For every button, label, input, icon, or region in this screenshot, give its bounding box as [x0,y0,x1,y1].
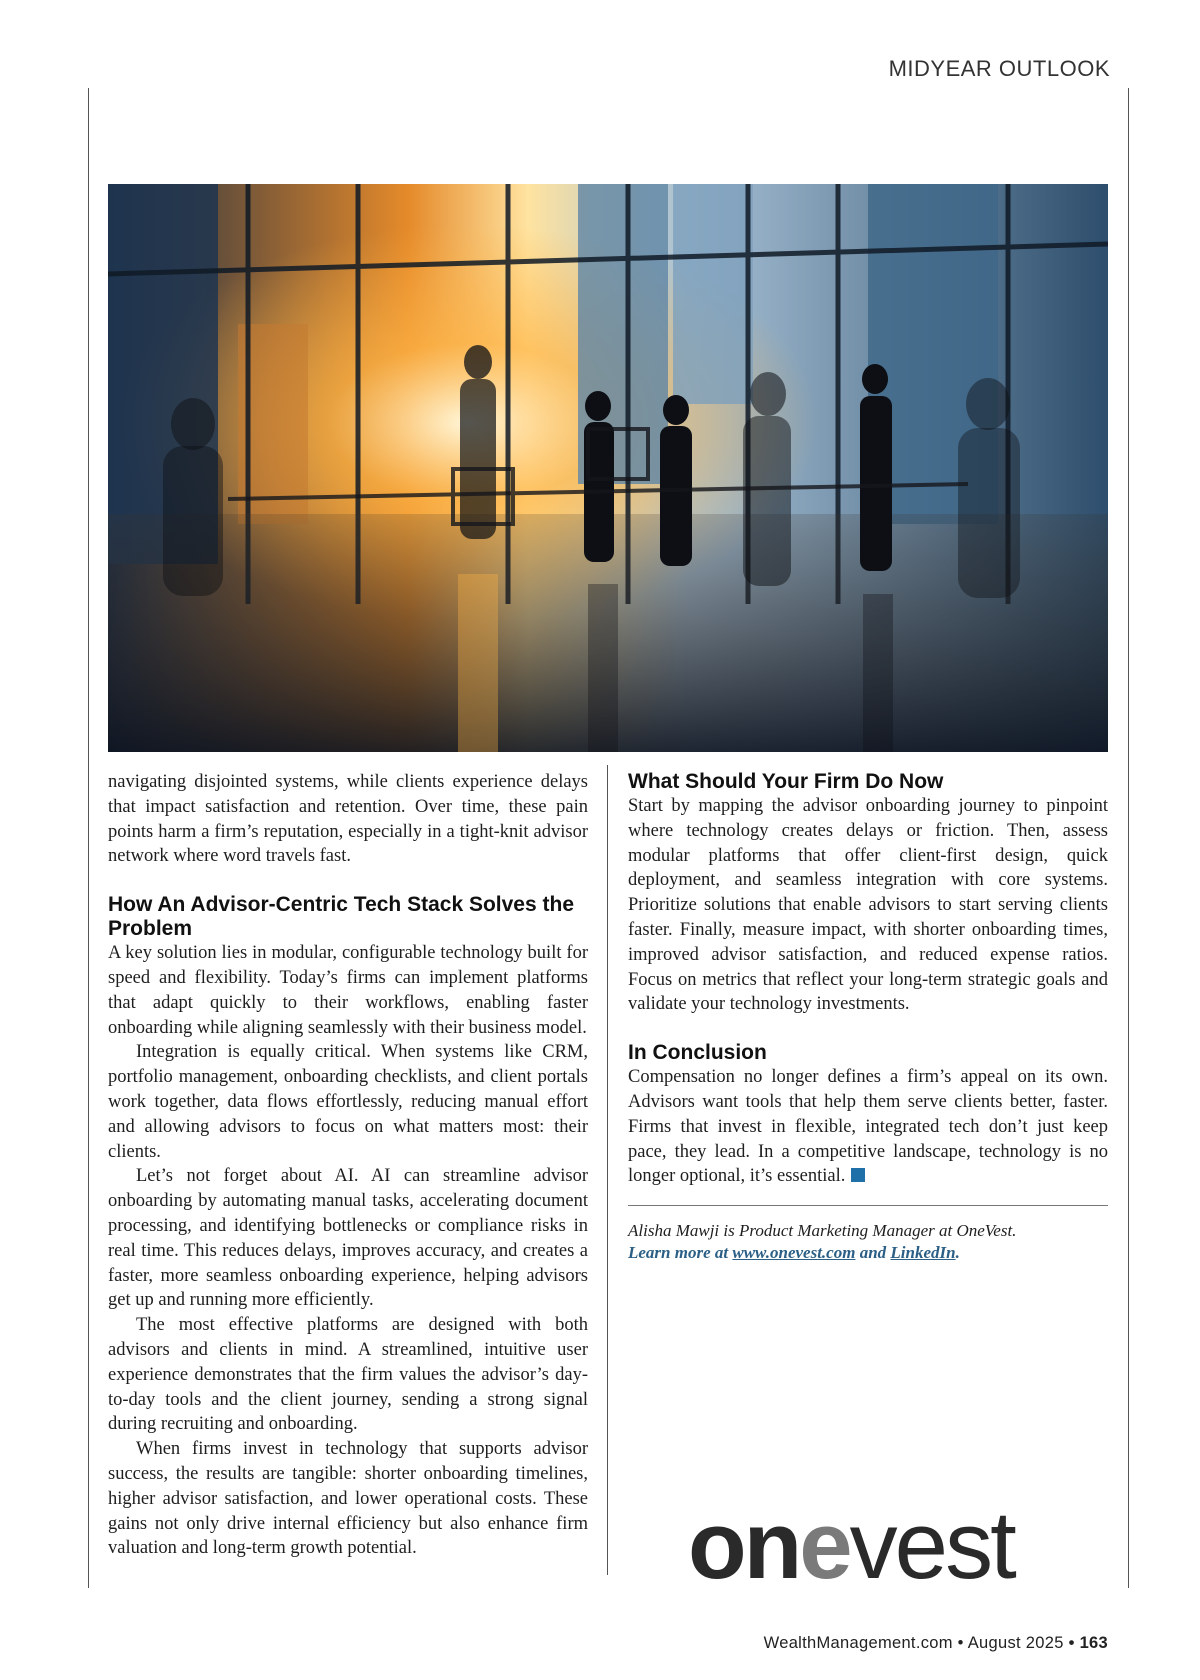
learn-suffix: . [955,1243,960,1263]
footer-separator: • [957,1634,964,1652]
author-bio: Alisha Mawji is Product Marketing Manager at OneVest. [628,1221,1017,1241]
onevest-logo-text: onevest [688,1500,1014,1590]
page-footer [764,1634,1108,1653]
footer-date: August 2025 [967,1634,1064,1652]
linkedin-link[interactable]: LinkedIn [890,1243,956,1263]
office-silhouettes-photo [108,184,1108,752]
conclusion-text: Compensation no longer defines a firm’s appeal on its own. Advisors want tools that help them serve clients better, faster. Firms that invest in flexible, integrated tech don’t just keep pace, they lead. In a competitive landscape, technology is no longer optional, it’s essential. [628,1067,1108,1187]
column-divider [607,765,608,1575]
section-heading-what-to-do: What Should Your Firm Do Now [628,770,944,793]
conclusion-paragraph [628,1065,1108,1189]
onevest-website-link[interactable]: www.onevest.com [732,1243,856,1263]
body-paragraph: Integration is equally critical. When systems like CRM, portfolio management, onboarding checklists, and client portals work together, data flows effortlessly, reducing manual effort and allowing advisors to focus on what matters most: their clients. [108,1042,588,1162]
onevest-logo [688,1500,1048,1590]
bio-divider [628,1205,1108,1206]
footer-separator: • [1068,1634,1075,1652]
footer-site: WealthManagement.com [763,1634,953,1652]
body-paragraph: Start by mapping the advisor onboarding journey to pinpoint where technology creates delays or friction. Then, assess modular platforms that offer client-first design, quick deployment, and seamless integration with core systems. Prioritize solutions that enable advisors to start serving clients faster. Finally, measure impact, with shorter onboarding times, improved advisor satisfaction, and reduced expense ratios. Focus on metrics that reflect your long-term strategic goals and validate your technology investments. [628,796,1108,1015]
right-column [628,770,1108,1264]
learn-more-line [628,1242,1108,1264]
body-paragraph: Let’s not forget about AI. AI can streamline advisor onboarding by automating manual tasks, accelerating document processing, and identifying bottlenecks or compliance risks in real time. This reduces delays, improves accuracy, and creates a faster, more seamless onboarding experience, helping advisors get up and running more efficiently. [108,1166,588,1311]
right-margin-rule [1128,88,1129,1588]
section-label: MIDYEAR OUTLOOK [888,56,1110,81]
end-mark-square-icon [851,1168,865,1182]
learn-and: and [859,1243,887,1263]
body-paragraph: The most effective platforms are designed with both advisors and clients in mind. A streamlined, intuitive user experience demonstrates that the firm values the advisor’s day-to-day tools and the client journey, sending a strong signal during recruiting and onboarding. [108,1315,588,1435]
body-paragraph: When firms invest in technology that supports advisor success, the results are tangible: shorter onboarding timelines, higher advisor satisfaction, and lower operational costs. These gains not only drive internal efficiency but also enhance firm valuation and long-term growth potential. [108,1439,588,1559]
page-number: 163 [1079,1634,1108,1652]
left-column [108,770,588,1561]
section-heading-tech-stack: How An Advisor-Centric Tech Stack Solves the Problem [108,893,574,941]
left-margin-rule [88,88,89,1588]
learn-prefix: Learn more at [628,1243,729,1263]
body-paragraph: A key solution lies in modular, configurable technology built for speed and flexibility. Today’s firms can implement platforms that adapt quickly to their workflows, enabling faster onboarding while aligning seamlessly with their business model. [108,943,588,1038]
intro-paragraph: navigating disjointed systems, while clients experience delays that impact satisfaction and retention. Over time, these pain points harm a firm’s reputation, especially in a tight-knit advisor network where word travels fast. [108,772,588,867]
section-heading-conclusion: In Conclusion [628,1041,767,1065]
